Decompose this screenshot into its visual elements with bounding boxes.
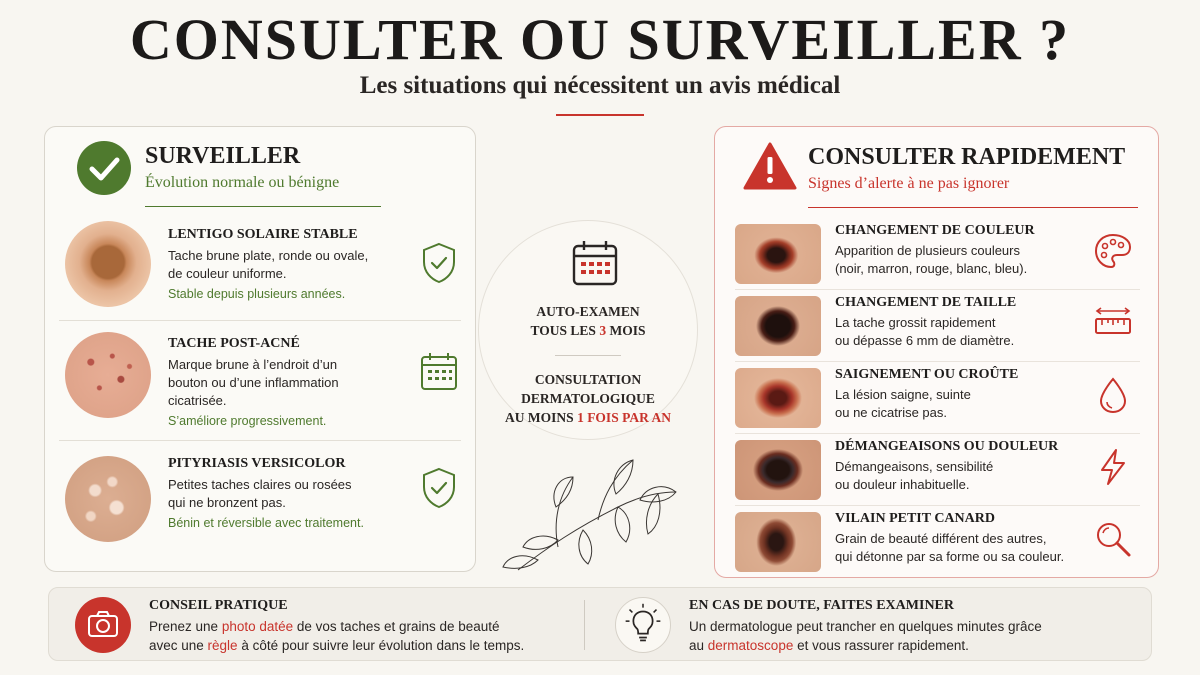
consulter-panel (714, 126, 1159, 578)
calendar-icon (570, 238, 620, 288)
tips-bar (48, 587, 1152, 661)
leaf-branch-illustration (498, 452, 678, 572)
item-description: Marque brune à l’endroit d’un bouton ou d’une inflammation cicatrisée. (168, 357, 339, 408)
magnifier-icon (1093, 519, 1133, 559)
item-title: DÉMANGEAISONS OU DOULEUR (835, 439, 1059, 454)
doubt-title: EN CAS DE DOUTE, FAITES EXAMINER (689, 598, 955, 613)
item-note: Stable depuis plusieurs années. (168, 287, 346, 301)
title-divider (556, 114, 644, 116)
ruler-icon (1093, 303, 1133, 343)
page-subtitle: Les situations qui nécessitent un avis médical (359, 72, 841, 99)
calendar-icon (419, 350, 459, 394)
list-item (715, 505, 1158, 577)
lentigo-photo (65, 221, 151, 307)
item-description: Démangeaisons, sensibilité ou douleur inhabituelle. (835, 459, 994, 492)
tip-text: Prenez une photo datée de vos taches et grains de beauté avec une règle à côté pour suivre leur évolution dans le temps. (149, 619, 525, 653)
ugly-duckling-photo (735, 512, 821, 572)
item-title: CHANGEMENT DE TAILLE (835, 295, 1017, 310)
consulter-divider (808, 207, 1138, 208)
list-item (715, 361, 1158, 433)
color-change-photo (735, 224, 821, 284)
item-description: La tache grossit rapidement ou dépasse 6 mm de diamètre. (835, 315, 1015, 348)
auto-exam-text: AUTO-EXAMEN TOUS LES 3 MOIS (530, 304, 646, 338)
palette-icon (1093, 231, 1133, 271)
list-item (45, 320, 475, 440)
surveiller-subtitle: Évolution normale ou bénigne (145, 174, 340, 191)
list-item (715, 289, 1158, 361)
doubt-text: Un dermatologue peut trancher en quelques minutes grâce au dermatoscope et vous rassurer rapidement. (689, 619, 1042, 653)
item-description: La lésion saigne, suinte ou ne cicatrise pas. (835, 387, 971, 420)
item-description: Apparition de plusieurs couleurs (noir, marron, rouge, blanc, bleu). (835, 243, 1028, 276)
warning-triangle-icon (743, 141, 797, 191)
item-description: Petites taches claires ou rosées qui ne bronzent pas. (168, 477, 352, 510)
tip-title: CONSEIL PRATIQUE (149, 598, 288, 613)
consulter-title: CONSULTER RAPIDEMENT (808, 144, 1126, 170)
lightbulb-icon (615, 597, 671, 653)
item-title: TACHE POST-ACNÉ (168, 336, 300, 351)
consultation-text: CONSULTATION DERMATOLOGIQUE AU MOINS 1 FOIS PAR AN (505, 372, 671, 425)
droplet-icon (1093, 375, 1133, 415)
itching-photo (735, 440, 821, 500)
shield-check-icon (419, 241, 459, 285)
item-title: SAIGNEMENT OU CROÛTE (835, 367, 1019, 382)
surveiller-title: SURVEILLER (145, 143, 301, 169)
bleeding-photo (735, 368, 821, 428)
surveiller-divider (145, 206, 381, 207)
item-title: LENTIGO SOLAIRE STABLE (168, 227, 358, 242)
list-item (45, 209, 475, 329)
list-item (715, 217, 1158, 289)
surveiller-panel (44, 126, 476, 572)
center-divider (555, 355, 621, 356)
bottom-divider (584, 600, 585, 650)
post-acne-photo (65, 332, 151, 418)
item-note: Bénin et réversible avec traitement. (168, 516, 364, 530)
list-item (715, 433, 1158, 505)
list-item (45, 440, 475, 560)
item-description: Tache brune plate, ronde ou ovale, de couleur uniforme. (168, 248, 369, 281)
item-title: VILAIN PETIT CANARD (835, 511, 995, 526)
item-title: CHANGEMENT DE COULEUR (835, 223, 1035, 238)
shield-check-icon (419, 466, 459, 510)
check-circle-icon (77, 141, 131, 195)
page-title: CONSULTER OU SURVEILLER ? (129, 7, 1071, 72)
camera-icon (75, 597, 131, 653)
pityriasis-photo (65, 456, 151, 542)
item-title: PITYRIASIS VERSICOLOR (168, 456, 346, 471)
lightning-icon (1093, 447, 1133, 487)
item-note: S’améliore progressivement. (168, 414, 327, 428)
size-change-photo (735, 296, 821, 356)
item-description: Grain de beauté différent des autres, qui détonne par sa forme ou sa couleur. (835, 531, 1065, 564)
consulter-subtitle: Signes d’alerte à ne pas ignorer (808, 175, 1010, 192)
